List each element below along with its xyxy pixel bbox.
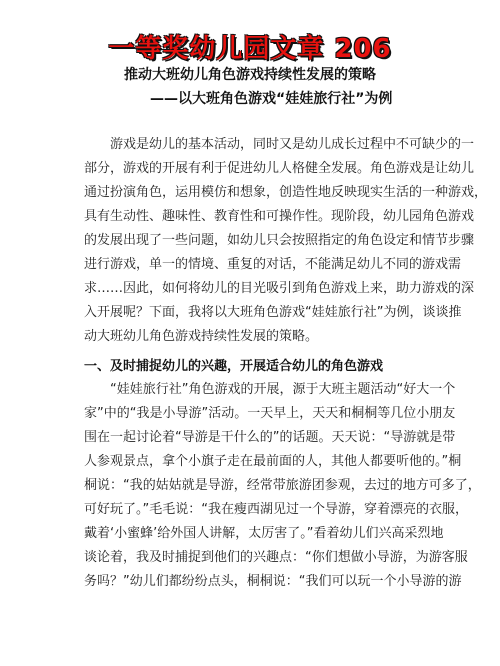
- text-line: 游戏是幼儿的基本活动，同时又是幼儿成长过程中不可缺少的一: [110, 137, 475, 152]
- text-line: 桐说：“我的姑姑就是导游，经常带旅游团参观，去过的地方可多了，: [84, 478, 481, 493]
- text-line: 可好玩了。”毛毛说：“我在瘦西湖见过一个导游，穿着漂亮的衣服，: [84, 502, 468, 517]
- text-line: 部分，游戏的开展有利于促进幼儿人格健全发展。角色游戏是让幼儿: [84, 161, 475, 176]
- text-line: 戴着‘小蜜蜂’给外国人讲解，太厉害了。”看着幼儿们兴高采烈地: [84, 526, 444, 541]
- paragraph-section-1: [84, 378, 481, 594]
- text-line: 务吗？”幼儿们都纷纷点头，桐桐说：“我们可以玩一个小导游的游: [84, 574, 462, 589]
- text-line: 进行游戏，单一的情境、重复的对话，不能满足幼儿不同的游戏需: [84, 257, 462, 272]
- text-line: 围在一起讨论着“导游是干什么的”的话题。天天说：“导游就是带: [84, 430, 456, 445]
- text-line: 入开展呢？下面，我将以大班角色游戏“娃娃旅行社”为例，谈谈推: [84, 305, 462, 320]
- award-banner-title: 一等奖幼儿园文章 206: [108, 34, 392, 64]
- text-line: “娃娃旅行社”角色游戏的开展，源于大班主题活动“好大一个: [110, 382, 456, 397]
- text-line: 的发展出现了一些问题，如幼儿只会按照指定的角色设定和情节步骤: [84, 233, 475, 248]
- text-line: 动大班幼儿角色游戏持续性发展的策略。: [84, 329, 319, 344]
- text-line: 人参观景点，拿个小旗子走在最前面的人，其他人都要听他的。”桐: [84, 454, 462, 469]
- text-line: 谈论着，我及时捕捉到他们的兴趣点：“你们想做小导游，为游客服: [84, 550, 468, 565]
- paragraph-intro: [84, 133, 488, 349]
- section-heading: 一、及时捕捉幼儿的兴趣，开展适合幼儿的角色游戏: [84, 359, 384, 374]
- article-title: 推动大班幼儿角色游戏持续性发展的策略: [124, 67, 376, 83]
- text-line: 求……因此，如何将幼儿的目光吸引到角色游戏上来，助力游戏的深: [84, 281, 475, 296]
- text-line: 具有生动性、趣味性、教育性和可操作性。现阶段，幼儿园角色游戏: [84, 209, 475, 224]
- text-line: 通过扮演角色，运用模仿和想象，创造性地反映现实生活的一种游戏，: [84, 185, 488, 200]
- article-subtitle: ——以大班角色游戏“娃娃旅行社”为例: [150, 91, 393, 107]
- text-line: 家”中的“我是小导游”活动。一天早上，天天和桐桐等几位小朋友: [84, 406, 456, 421]
